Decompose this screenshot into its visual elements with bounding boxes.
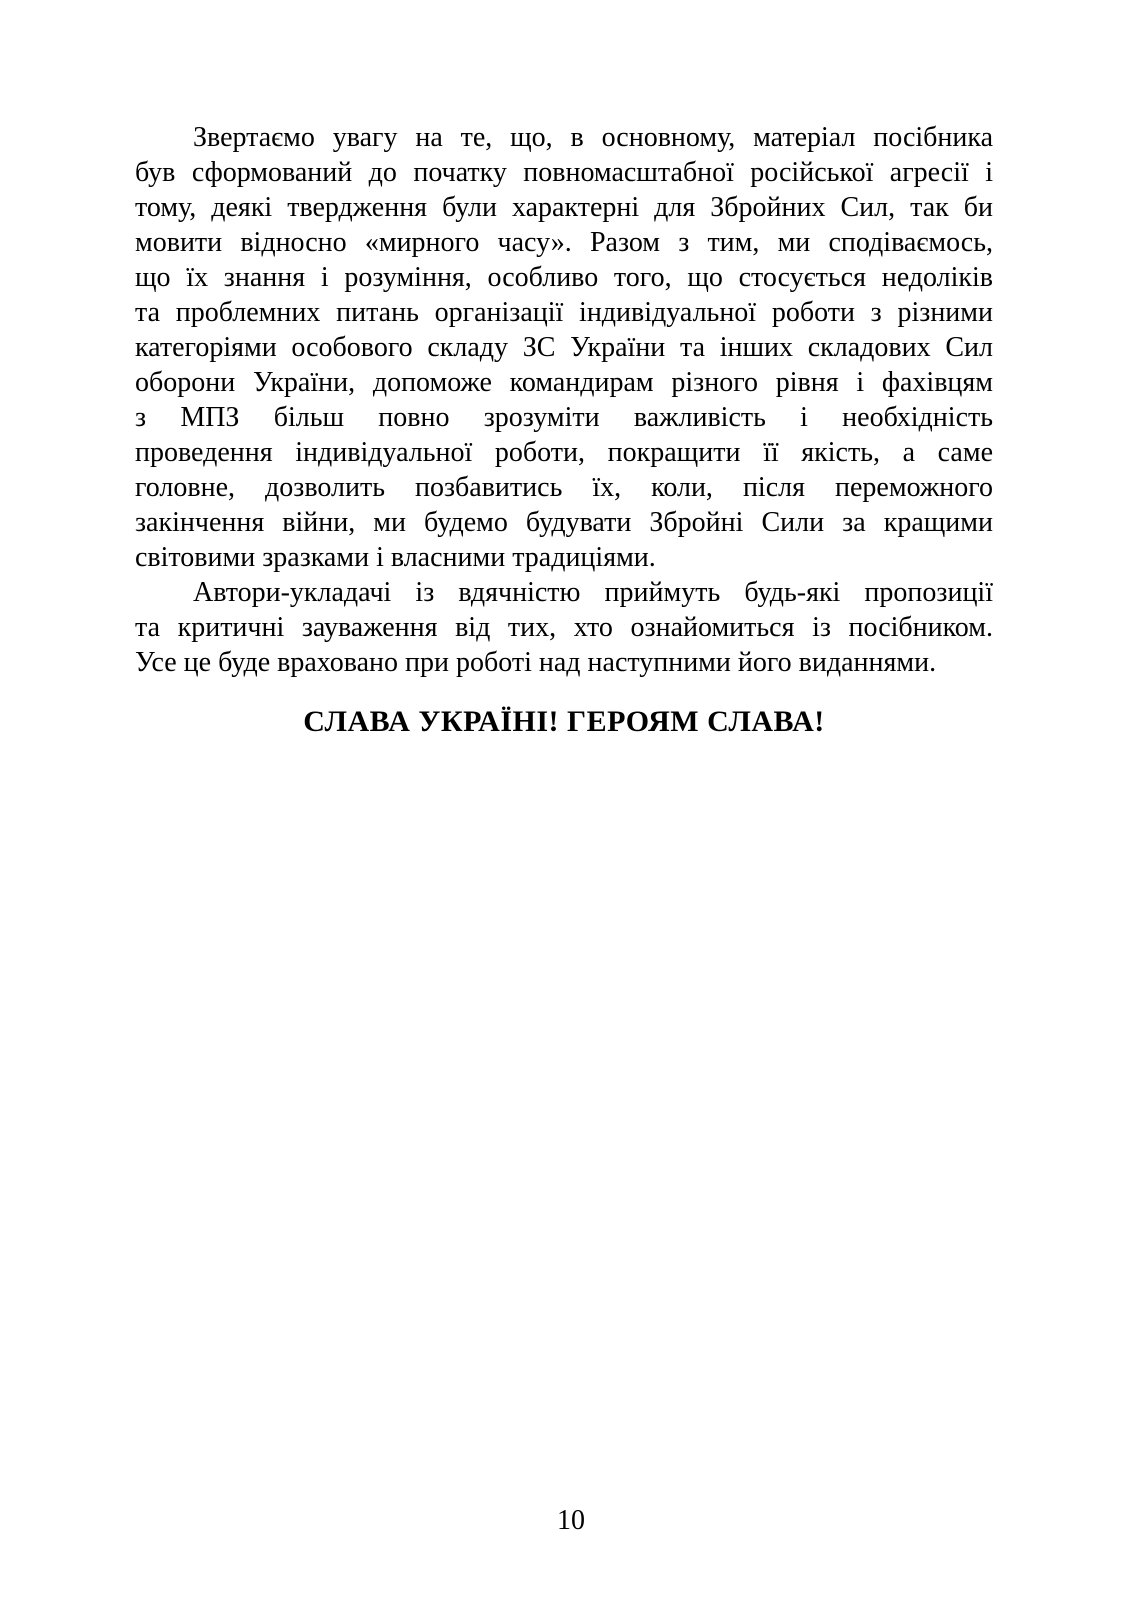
- text-line: проведення індивідуальної роботи, покращити її якість, а саме: [135, 437, 993, 468]
- text-line: оборони України, допоможе командирам різного рівня і фахівцям: [135, 367, 993, 398]
- text-line: головне, дозволить позбавитись їх, коли, після переможного: [135, 472, 993, 503]
- text-line: Звертаємо увагу на те, що, в основному, матеріал посібника: [193, 122, 993, 153]
- page-number: 10: [557, 1505, 585, 1536]
- text-line: категоріями особового складу ЗС України та інших складових Сил: [135, 332, 993, 363]
- text-line: та проблемних питань організації індивідуальної роботи з різними: [135, 297, 993, 328]
- text-line: тому, деякі твердження були характерні для Збройних Сил, так би: [135, 192, 993, 223]
- slogan-heading: СЛАВА УКРАЇНІ! ГЕРОЯМ СЛАВА!: [303, 705, 825, 738]
- text-line: Усе це буде враховано при роботі над наступними його виданнями.: [135, 647, 937, 678]
- paragraph: [135, 575, 993, 680]
- text-line: закінчення війни, ми будемо будувати Збройні Сили за кращими: [135, 507, 993, 538]
- paragraph: [135, 120, 993, 575]
- body-text: [135, 120, 993, 680]
- text-line: мовити відносно «мирного часу». Разом з тим, ми сподіваємось,: [135, 227, 993, 258]
- text-line: та критичні зауваження від тих, хто ознайомиться із посібником.: [135, 612, 993, 643]
- text-line: Автори-укладачі із вдячністю приймуть будь-які пропозиції: [193, 577, 993, 608]
- text-line: що їх знання і розуміння, особливо того, що стосується недоліків: [135, 262, 993, 293]
- text-line: з МПЗ більш повно зрозуміти важливість і необхідність: [135, 402, 993, 433]
- text-line: був сформований до початку повномасштабної російської агресії і: [135, 157, 993, 188]
- text-line: світовими зразками і власними традиціями.: [135, 542, 656, 573]
